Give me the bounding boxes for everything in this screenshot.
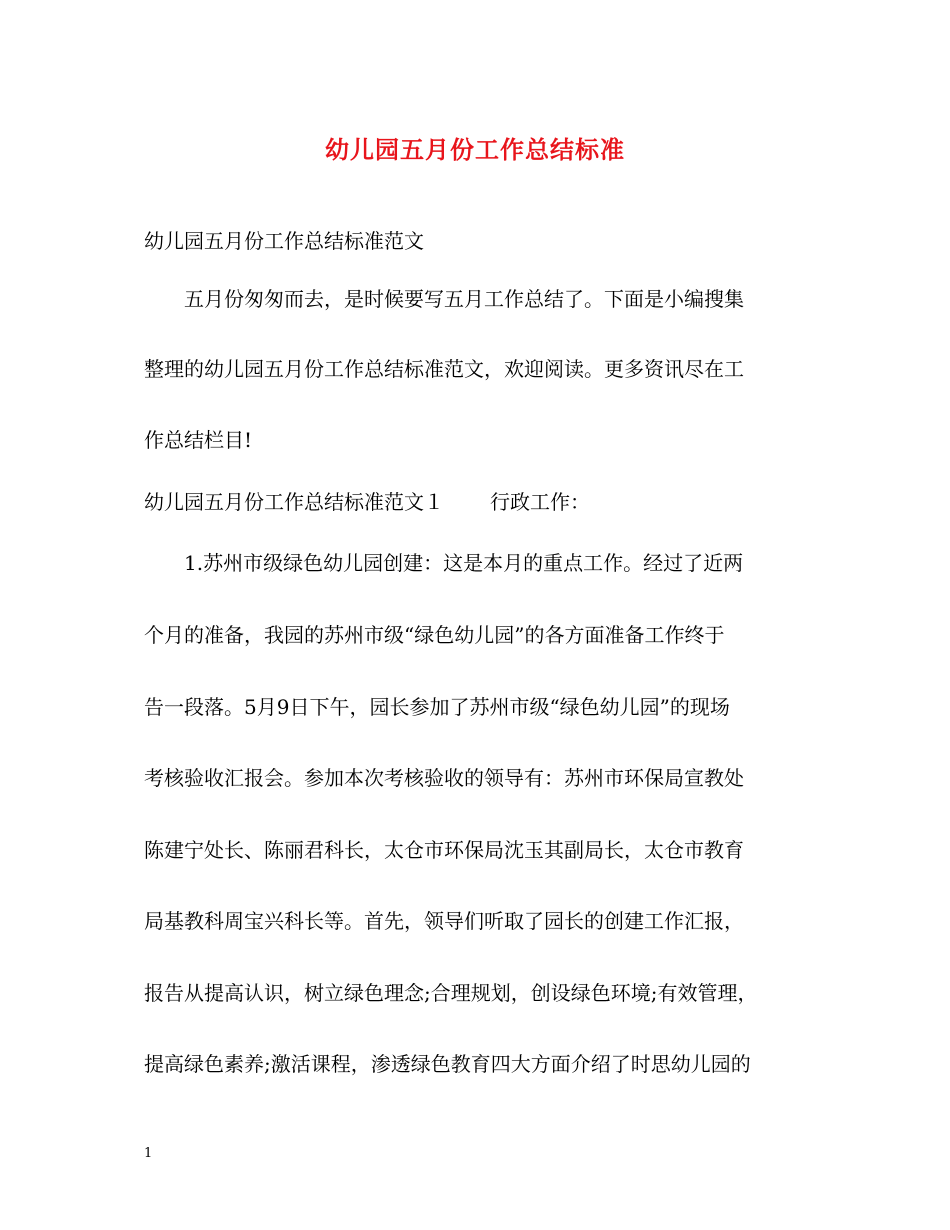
section-heading-subtitle: 行政工作： (490, 490, 590, 514)
paragraph-line: 五月份匆匆而去，是时候要写五月工作总结了。下面是小编搜集 (184, 287, 744, 311)
section-heading (144, 487, 814, 517)
paragraph-line: 考核验收汇报会。参加本次考核验收的领导有：苏州市环保局宣教处 (144, 766, 744, 790)
paragraph-line: 提高绿色素养;激活课程，渗透绿色教育四大方面介绍了时思幼儿园的 (144, 1052, 751, 1076)
paragraph-line: 局基教科周宝兴科长等。首先，领导们听取了园长的创建工作汇报， (144, 909, 744, 933)
document-title: 幼儿园五月份工作总结标准 (325, 135, 625, 164)
paragraph-line: 告一段落。5月9日下午，园长参加了苏州市级“绿色幼儿园”的现场 (144, 695, 730, 719)
paragraph-line: 作总结栏目! (144, 428, 253, 452)
page-number: 1 (144, 1146, 153, 1161)
paragraph-line: 整理的幼儿园五月份工作总结标准范文，欢迎阅读。更多资讯尽在工 (144, 357, 744, 381)
paragraph-line: 个月的准备，我园的苏州市级“绿色幼儿园”的各方面准备工作终于 (144, 623, 725, 647)
paragraph-line: 陈建宁处长、陈丽君科长，太仓市环保局沈玉其副局长，太仓市教育 (144, 838, 744, 862)
paragraph-line: 报告从提高认识，树立绿色理念;合理规划，创设绿色环境;有效管理， (144, 981, 758, 1005)
paragraph-line: 1.苏州市级绿色幼儿园创建：这是本月的重点工作。经过了近两 (184, 551, 744, 575)
section-heading-title: 幼儿园五月份工作总结标准范文１ (144, 490, 444, 514)
document-subtitle: 幼儿园五月份工作总结标准范文 (144, 229, 424, 253)
